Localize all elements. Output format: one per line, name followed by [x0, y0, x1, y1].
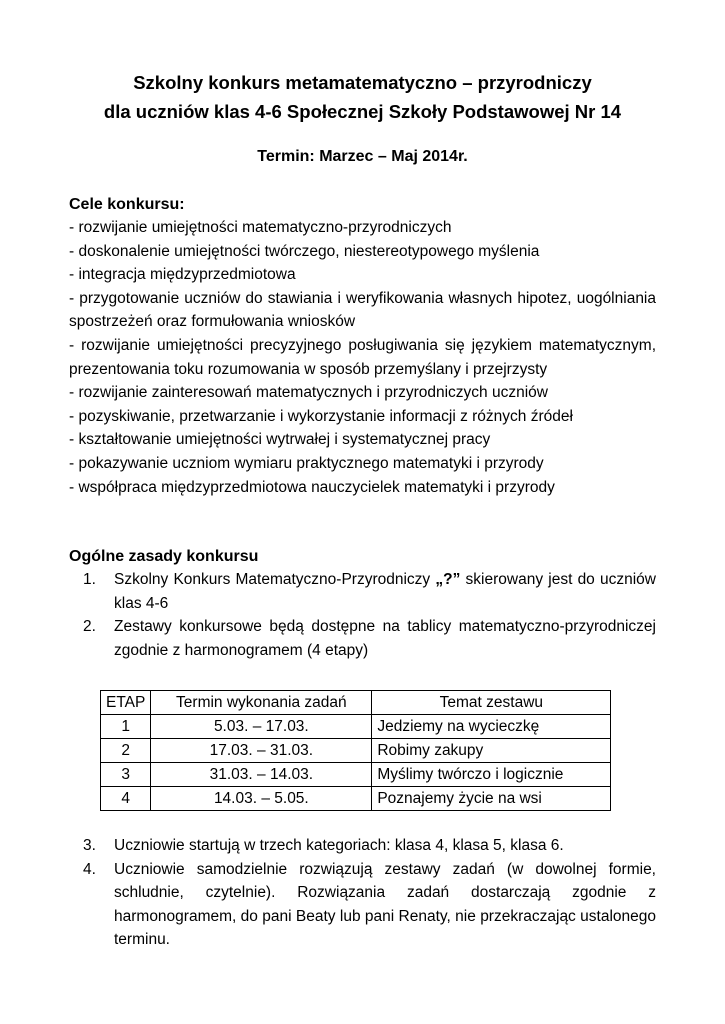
- rule-number: 1.: [83, 571, 96, 588]
- table-row: [101, 787, 611, 811]
- goal-item: - rozwijanie umiejętności matematyczno-przyrodniczych: [69, 219, 452, 236]
- rule-text-before: Szkolny Konkurs Matematyczno-Przyrodniczy: [114, 571, 436, 588]
- goal-item: - rozwijanie umiejętności precyzyjnego posługiwania się językiem matematycznym, prezentowania toku rozumowania w sposób przemyślany i przejrzysty: [69, 336, 656, 378]
- rule-text: Zestawy konkursowe będą dostępne na tablicy matematyczno-przyrodniczej zgodnie z harmonogramem (4 etapy): [114, 618, 656, 659]
- rule-number: 2.: [83, 618, 96, 636]
- cell-stage: 2: [101, 739, 151, 763]
- cell-stage: 3: [101, 763, 151, 787]
- table-row: [101, 739, 611, 763]
- cell-topic: Robimy zakupy: [372, 739, 611, 763]
- goal-item: - integracja międzyprzedmiotowa: [69, 266, 296, 284]
- header-stage: ETAP: [101, 691, 151, 715]
- goal-item: - przygotowanie uczniów do stawiania i weryfikowania własnych hipotez, uogólniania spostrzeżeń oraz formułowania wniosków: [69, 289, 656, 331]
- rules-section: [69, 545, 656, 662]
- rule-item-1: [69, 568, 656, 615]
- title-line-1: Szkolny konkurs metamatematyczno – przyrodniczy: [133, 72, 592, 93]
- rule-text-after: skierowany jest do uczniów klas 4-6: [114, 571, 656, 612]
- cell-stage: 4: [101, 787, 151, 811]
- cell-topic: Myślimy twórczo i logicznie: [372, 763, 611, 787]
- schedule-table-wrap: [100, 690, 611, 811]
- header-topic: Temat zestawu: [372, 691, 611, 715]
- table-header-row: [101, 691, 611, 715]
- goal-item: - rozwijanie zainteresowań matematycznych i przyrodniczych uczniów: [69, 384, 548, 402]
- table-row: [101, 715, 611, 739]
- rule-text: Uczniowie samodzielnie rozwiązują zestawy zadań (w dowolnej formie, schludnie, czytelnie). Rozwiązania zadań dostarczają zgodnie z harmonogramem, do pani Beaty lub pani Renaty, nie przekraczając ustalonego terminu.: [114, 860, 656, 949]
- title-line-2: dla uczniów klas 4-6 Społecznej Szkoły Podstawowej Nr 14: [103, 101, 622, 122]
- rule-item-3: [69, 834, 656, 858]
- rule-number: 3.: [83, 837, 96, 854]
- document-title: [0, 68, 725, 126]
- rule-text: Uczniowie startują w trzech kategoriach: klasa 4, klasa 5, klasa 6.: [114, 837, 564, 854]
- rule-number: 4.: [83, 860, 96, 878]
- rules-section-continued: [69, 834, 656, 952]
- rule-text: [114, 568, 656, 615]
- cell-deadline: 5.03. – 17.03.: [151, 715, 372, 739]
- cell-deadline: 31.03. – 14.03.: [151, 763, 372, 787]
- contest-name-mark: „?”: [435, 571, 461, 588]
- goal-item: - pozyskiwanie, przetwarzanie i wykorzystanie informacji z różnych źródeł: [69, 407, 573, 425]
- goal-item: - doskonalenie umiejętności twórczego, niestereotypowego myślenia: [69, 242, 540, 260]
- goal-item: - pokazywanie uczniom wymiaru praktycznego matematyki i przyrody: [69, 454, 544, 472]
- schedule-table: [100, 690, 611, 811]
- contest-term: Termin: Marzec – Maj 2014r.: [257, 148, 468, 165]
- cell-deadline: 17.03. – 31.03.: [151, 739, 372, 763]
- cell-stage: 1: [101, 715, 151, 739]
- rule-item-4: [69, 858, 656, 952]
- cell-topic: Jedziemy na wycieczkę: [372, 715, 611, 739]
- cell-deadline: 14.03. – 5.05.: [151, 787, 372, 811]
- header-deadline: Termin wykonania zadań: [151, 691, 372, 715]
- rule-item-2: [69, 615, 656, 662]
- goal-item: - współpraca międzyprzedmiotowa nauczycielek matematyki i przyrody: [69, 478, 555, 496]
- cell-topic: Poznajemy życie na wsi: [372, 787, 611, 811]
- goals-heading: Cele konkursu:: [69, 196, 185, 213]
- goals-section: [69, 193, 656, 499]
- goal-item: - kształtowanie umiejętności wytrwałej i systematycznej pracy: [69, 431, 491, 449]
- rules-heading: Ogólne zasady konkursu: [69, 548, 259, 565]
- table-row: [101, 763, 611, 787]
